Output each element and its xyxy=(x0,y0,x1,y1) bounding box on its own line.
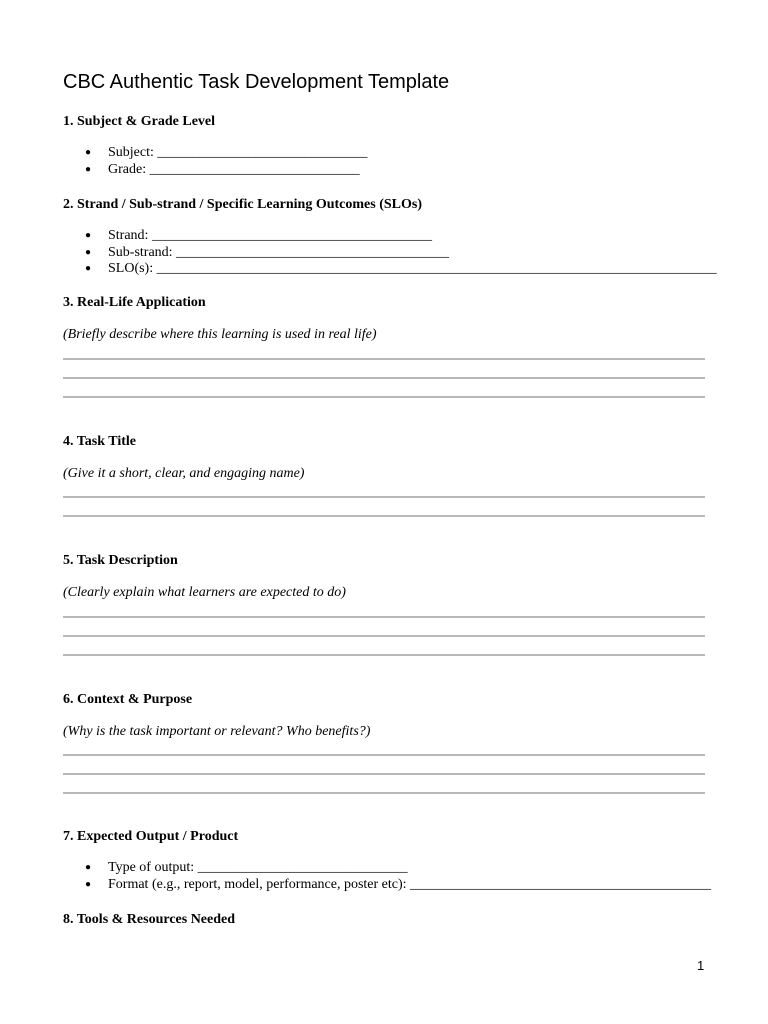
task-title-answer-line[interactable] xyxy=(63,496,705,498)
task-description-answer-line[interactable] xyxy=(63,635,705,637)
real-life-answer-line[interactable] xyxy=(63,377,705,379)
section-heading-strand-slos: 2. Strand / Sub-strand / Specific Learning Outcomes (SLOs) xyxy=(63,197,422,212)
section-heading-real-life-application: 3. Real-Life Application xyxy=(63,295,206,310)
task-title-answer-line[interactable] xyxy=(63,515,705,517)
task-description-hint: (Clearly explain what learners are expected to do) xyxy=(63,585,346,600)
type-of-output-field[interactable]: ● Type of output: ______________________________ xyxy=(63,860,711,877)
real-life-answer-line[interactable] xyxy=(63,396,705,398)
subject-grade-list xyxy=(63,145,367,178)
section-heading-tools-resources: 8. Tools & Resources Needed xyxy=(63,912,236,927)
real-life-answer-line[interactable] xyxy=(63,358,705,360)
strand-list xyxy=(63,228,717,278)
strand-field[interactable]: ● Strand: ________________________________________ xyxy=(63,228,717,245)
page-number: 1 xyxy=(697,958,705,973)
task-description-answer-line[interactable] xyxy=(63,616,705,618)
section-heading-subject-grade: 1. Subject & Grade Level xyxy=(63,114,216,129)
section-heading-task-description: 5. Task Description xyxy=(63,553,178,568)
section-heading-expected-output: 7. Expected Output / Product xyxy=(63,829,239,844)
context-purpose-answer-line[interactable] xyxy=(63,792,705,794)
grade-field[interactable]: ● Grade: ______________________________ xyxy=(63,162,367,179)
expected-output-list xyxy=(63,860,711,893)
context-purpose-answer-line[interactable] xyxy=(63,754,705,756)
subject-field[interactable]: ● Subject: ______________________________ xyxy=(63,145,367,162)
task-description-answer-line[interactable] xyxy=(63,654,705,656)
sub-strand-field[interactable]: ● Sub-strand: _______________________________________ xyxy=(63,245,717,262)
real-life-application-hint: (Briefly describe where this learning is used in real life) xyxy=(63,327,377,342)
slos-field[interactable]: ● SLO(s): ________________________________________________________________________________ xyxy=(63,261,717,278)
section-heading-task-title: 4. Task Title xyxy=(63,434,137,449)
context-purpose-answer-line[interactable] xyxy=(63,773,705,775)
section-heading-context-purpose: 6. Context & Purpose xyxy=(63,692,193,707)
format-field[interactable]: ● Format (e.g., report, model, performance, poster etc): ___________________________________________ xyxy=(63,877,711,894)
task-title-hint: (Give it a short, clear, and engaging name) xyxy=(63,466,305,481)
context-purpose-hint: (Why is the task important or relevant? Who benefits?) xyxy=(63,724,371,739)
document-title: CBC Authentic Task Development Template xyxy=(63,71,450,93)
